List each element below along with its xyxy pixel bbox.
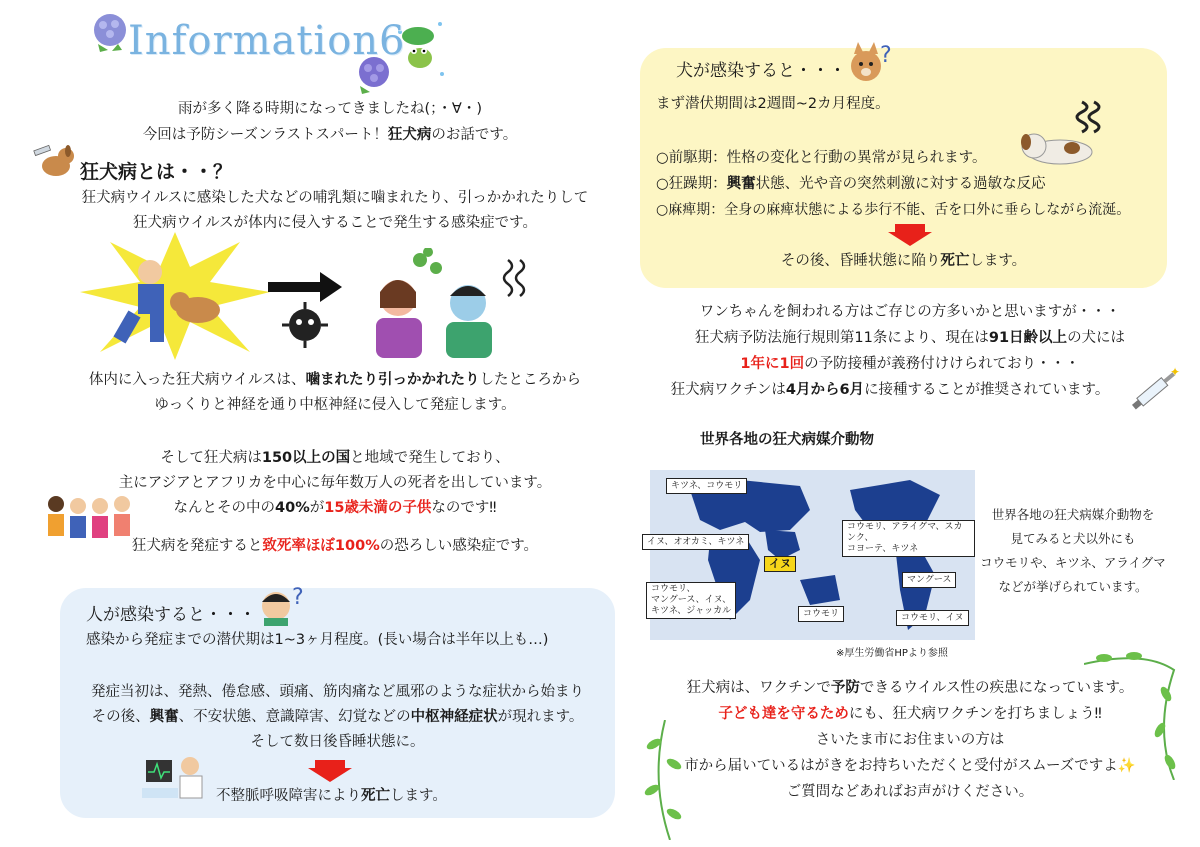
vine-leaf-icon	[640, 720, 690, 840]
closing-line-1: 狂犬病は、ワクチンで予防できるウイルス性の疾患になっています。	[686, 680, 1134, 696]
dog-arrow-down-icon	[888, 224, 932, 246]
map-label-europe: イヌ、オオカミ、キツネ	[642, 534, 749, 550]
map-label-south-america: コウモリ、イヌ	[896, 610, 969, 626]
map-label-australia: コウモリ	[798, 606, 844, 622]
dog-line-1: まず潜伏期間は2週間~2カ月程度。	[656, 96, 890, 112]
world-map	[647, 470, 975, 640]
stats-line-3: なんとその中の40%が15歳未満の子供なのです‼	[173, 500, 497, 516]
map-label-africa: コウモリ、 マングース、イヌ、 キツネ、ジャッカル	[646, 582, 736, 619]
map-label-north-america: コウモリ、アライグマ、スカンク、 コヨーテ、キツネ	[842, 520, 975, 557]
section-heading-dog: 犬が感染すると・・・	[676, 61, 846, 81]
closing-line-3: さいたま市にお住まいの方は	[815, 732, 1005, 748]
closing-line-4: 市から届いているはがきをお持ちいただくと受付がスムーズですよ✨	[684, 758, 1136, 774]
stats-line-4: 狂犬病を発症すると致死率ほぼ100%の恐ろしい感染症です。	[131, 538, 539, 554]
dog-face-icon	[846, 40, 896, 86]
vaccine-line-4: 狂犬病ワクチンは4月から6月に接種することが推奨されています。	[670, 382, 1110, 398]
closing-line-5: ご質問などあればお声がけください。	[786, 784, 1034, 800]
syringe-icon	[1126, 364, 1186, 416]
dog-stage-2: ○狂躁期：興奮状態、光や音の突然刺激に対する過敏な反応	[656, 176, 1046, 192]
human-arrow-down-icon	[308, 760, 352, 782]
map-title: 世界各地の狂犬病媒介動物	[700, 432, 874, 448]
section-heading-what-is: 狂犬病とは・・？	[80, 161, 233, 183]
dog-stage-1: ○前駆期：性格の変化と行動の異常が見られます。	[656, 150, 987, 166]
dog-line-end: その後、昏睡状態に陥り死亡します。	[780, 253, 1027, 269]
what-is-line-2: 狂犬病ウイルスが体内に侵入することで発生する感染症です。	[133, 215, 537, 231]
worried-boy-icon	[256, 582, 306, 626]
dog-bite-illustration	[80, 232, 270, 360]
dog-stage-3: ○麻痺期：全身の麻痺状態による歩行不能、舌を口外に垂らしながら流涎。	[656, 202, 1131, 218]
human-line-5: 不整脈呼吸障害により死亡します。	[216, 788, 447, 804]
stats-line-1: そして狂犬病は150以上の国と地域で発生しており、	[160, 450, 510, 466]
doctor-monitor-icon	[142, 752, 208, 800]
stats-line-2: 主にアジアとアフリカを中心に毎年数万人の死者を出しています。	[118, 475, 552, 491]
svg-text:✦: ✦	[1170, 365, 1181, 379]
svg-text:?: ?	[292, 585, 304, 610]
svg-text:?: ?	[880, 43, 892, 68]
vaccine-line-2: 狂犬病予防法施行規則第11条により、現在は91日齢以上の犬には	[694, 330, 1126, 346]
sparkle-icon: ✨	[1117, 758, 1136, 774]
map-label-north-europe: キツネ、コウモリ	[666, 478, 747, 494]
human-line-1: 感染から発症までの潜伏期は1~3ヶ月程度。(長い場合は半年以上も…)	[86, 632, 549, 648]
spread-line-2: ゆっくりと神経を通り中枢神経に侵入して発症します。	[154, 397, 516, 413]
closing-line-2: 子ども達を守るためにも、狂犬病ワクチンを打ちましょう‼	[718, 706, 1102, 722]
sick-dog-icon	[1012, 96, 1112, 168]
human-line-3: その後、興奮、不安状態、意識障害、幻覚などの中枢神経症状が現れます。	[91, 709, 584, 725]
intro-line-2: 今回は予防シーズンラストスパート！狂犬病のお話です。	[142, 127, 518, 143]
page-title: Information6	[128, 18, 406, 64]
hydrangea-icon	[88, 10, 132, 54]
what-is-line-1: 狂犬病ウイルスに感染した犬などの哺乳類に噛まれたり、引っかかれたりして	[81, 190, 589, 206]
map-note: 世界各地の狂犬病媒介動物を 見てみると犬以外にも コウモリや、キツネ、アライグマ などが挙げられています。	[980, 507, 1166, 594]
spread-line-1: 体内に入った狂犬病ウイルスは、噛まれたり引っかかれたりしたところから	[88, 372, 582, 388]
virus-icon	[278, 298, 332, 352]
intro-line-1: 雨が多く降る時期になってきましたね(；・∀・)	[178, 101, 482, 117]
sick-people-illustration	[358, 248, 548, 358]
human-line-2: 発症当初は、発熱、倦怠感、頭痛、筋肉痛など風邪のような症状から始まり	[91, 684, 584, 700]
human-line-4: そして数日後昏睡状態に。	[250, 734, 425, 750]
vaccine-line-3: 1年に1回の予防接種が義務付けけられており・・・	[740, 356, 1080, 372]
map-source: ※厚生労働省HPより参照	[836, 648, 948, 659]
map-label-asia: イヌ	[764, 556, 796, 572]
vaccine-line-1: ワンちゃんを飼われる方はご存じの方多いかと思いますが・・・	[699, 304, 1121, 320]
vine-leaf-icon	[1084, 650, 1184, 780]
section-heading-human: 人が感染すると・・・	[86, 605, 256, 625]
map-label-caribbean: マングース	[902, 572, 956, 588]
dog-syringe-icon	[32, 142, 76, 182]
